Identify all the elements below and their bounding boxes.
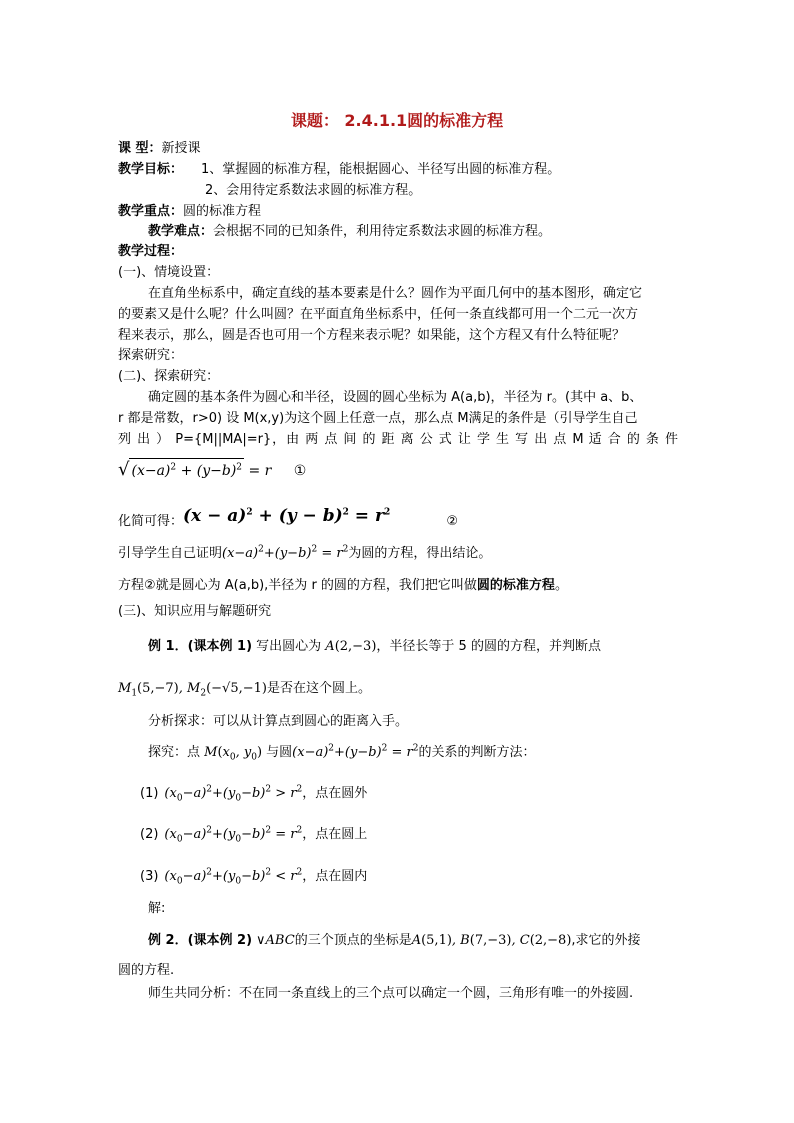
lesson-type-label: 课 型： bbox=[118, 141, 162, 156]
example-2-line-2: 圆的方程. bbox=[118, 963, 175, 978]
section2-heading: (二)、探索研究： bbox=[118, 369, 220, 384]
section1-line-3: 程来表示，那么，圆是否也可用一个方程来表示呢？如果能，这个方程又有什么特征呢？ bbox=[118, 328, 626, 343]
section2-line-1: 确定圆的基本条件为圆心和半径，设圆的圆心坐标为 A(a,b)，半径为 r。(其中 a、b、 bbox=[148, 390, 643, 405]
prove-pre: 引导学生自己证明 bbox=[118, 546, 223, 561]
example-2-tail: ,求它的外接 bbox=[571, 933, 641, 948]
explore-post: 的关系的判断方法： bbox=[418, 745, 536, 760]
section3-heading: (三)、知识应用与解题研究 bbox=[118, 604, 272, 619]
case-3-text: ，点在圆内 bbox=[302, 869, 368, 884]
simplify-label: 化简可得： bbox=[118, 514, 184, 529]
case-1-text: ，点在圆外 bbox=[302, 786, 368, 801]
objective-item-2: 2、会用待定系数法求圆的标准方程。 bbox=[205, 183, 422, 198]
analysis-line: 分析探求：可以从计算点到圆心的距离入手。 bbox=[148, 714, 409, 729]
solution-label: 解: bbox=[148, 901, 166, 916]
equation-1-line bbox=[118, 458, 678, 483]
example-1-label: 例 1．(课本例 1) bbox=[148, 639, 253, 654]
explore-mid: 与圆 bbox=[262, 745, 293, 760]
key-point-value: 圆的标准方程 bbox=[183, 204, 262, 219]
example-1-mid: ，半径长等于 5 的圆的方程，并判断点 bbox=[376, 639, 601, 654]
section1-tail: 探索研究： bbox=[118, 348, 184, 363]
objectives-label: 教学目标： bbox=[118, 162, 184, 177]
section2-line-3: 列 出 ） P={M||MA|=r}，由 两 点 间 的 距 离 公 式 让 学 生 写 出 点 M 适 合 的 条 件 bbox=[118, 432, 678, 447]
explore-pre: 探究：点 bbox=[148, 745, 205, 760]
case-1-num: (1) bbox=[140, 786, 159, 801]
simplify-line bbox=[118, 503, 678, 535]
section2-line-2: r 都是常数，r>0) 设 M(x,y)为这个圆上任意一点，那么点 M满足的条件是（引导学生自己 bbox=[118, 411, 638, 426]
difficulty-value: 会根据不同的已知条件，利用待定系数法求圆的标准方程。 bbox=[213, 224, 552, 239]
equation-1-marker: ① bbox=[293, 463, 307, 479]
triangle-abc: ∨ABC bbox=[256, 933, 295, 948]
explore-line bbox=[148, 744, 708, 761]
conclusion-line bbox=[118, 577, 678, 594]
example-1-line2-post: 是否在这个圆上。 bbox=[266, 681, 371, 696]
equation-1: √ $(x-a)^2 + (y-b)^2 = r$ bbox=[118, 463, 271, 479]
example-1-line-2 bbox=[118, 680, 678, 697]
section1-heading: (一)、情境设置： bbox=[118, 265, 220, 280]
example-2-line bbox=[148, 932, 708, 949]
prove-post: 为圆的方程，得出结论。 bbox=[348, 546, 492, 561]
case-3-formula: $(x_0-a)^2+(y_0-b)^2 < r^2$ bbox=[164, 867, 303, 887]
process-label: 教学过程： bbox=[118, 244, 184, 259]
key-point-label: 教学重点： bbox=[118, 204, 184, 219]
case-1-formula: $(x_0-a)^2+(y_0-b)^2 > r^2$ bbox=[164, 784, 303, 804]
page-title: 课题： 2.4.1.1圆的标准方程 bbox=[290, 111, 504, 130]
explore-circle: $(x-a)^2+(y-b)^2 = r^2$ bbox=[292, 743, 419, 760]
case-3-line bbox=[140, 868, 700, 885]
equation-2: $(x - a)^2 + (y - b)^2 = r^2$ bbox=[183, 506, 391, 526]
example-1-points: $M_1(5,-7)$, $M_2(-√5,-1)$ bbox=[118, 681, 267, 699]
example-2-post: 的三个顶点的坐标是 bbox=[294, 933, 412, 948]
objectives-line-1 bbox=[118, 161, 678, 178]
example-1-line bbox=[148, 638, 708, 655]
section1-line-1: 在直角坐标系中，确定直线的基本要素是什么？圆作为平面几何中的基本图形，确定它 bbox=[148, 286, 643, 301]
case-3-num: (3) bbox=[140, 869, 159, 884]
lesson-type-line bbox=[118, 140, 678, 157]
difficulty-line bbox=[148, 223, 708, 240]
example-2-analysis: 师生共同分析：不在同一条直线上的三个点可以确定一个圆，三角形有唯一的外接圆. bbox=[148, 986, 634, 1001]
conclusion-pre: 方程②就是圆心为 A(a,b),半径为 r 的圆的方程，我们把它叫做 bbox=[118, 578, 477, 593]
conclusion-bold: 圆的标准方程 bbox=[476, 578, 555, 593]
case-2-num: (2) bbox=[140, 827, 159, 842]
prove-line bbox=[118, 545, 678, 562]
case-1-line bbox=[140, 785, 700, 802]
equation-2-marker: ② bbox=[446, 514, 458, 529]
example-1-center: A(2,−3) bbox=[325, 639, 377, 654]
lesson-type-value: 新授课 bbox=[161, 141, 201, 156]
triangle-vertices: A(5,1), B(7,−3), C(2,−8) bbox=[411, 933, 572, 948]
key-point-line bbox=[118, 203, 678, 220]
example-2-label: 例 2．(课本例 2) bbox=[148, 933, 253, 948]
section1-line-2: 的要素又是什么呢？什么叫圆？在平面直角坐标系中，任何一条直线都可用一个二元一次方 bbox=[118, 307, 639, 322]
difficulty-label: 教学难点： bbox=[148, 224, 214, 239]
prove-equation: $(x-a)^2+(y-b)^2 = r^2$ bbox=[222, 544, 349, 561]
explore-point: $M(x_0$, $y_0$) bbox=[204, 745, 263, 763]
example-1-pre: 写出圆心为 bbox=[252, 639, 326, 654]
case-2-formula: $(x_0-a)^2+(y_0-b)^2 = r^2$ bbox=[164, 825, 303, 845]
objective-item-1: 1、掌握圆的标准方程，能根据圆心、半径写出圆的标准方程。 bbox=[201, 162, 561, 177]
case-2-line bbox=[140, 826, 700, 843]
case-2-text: ，点在圆上 bbox=[302, 827, 368, 842]
conclusion-post: 。 bbox=[554, 578, 568, 593]
